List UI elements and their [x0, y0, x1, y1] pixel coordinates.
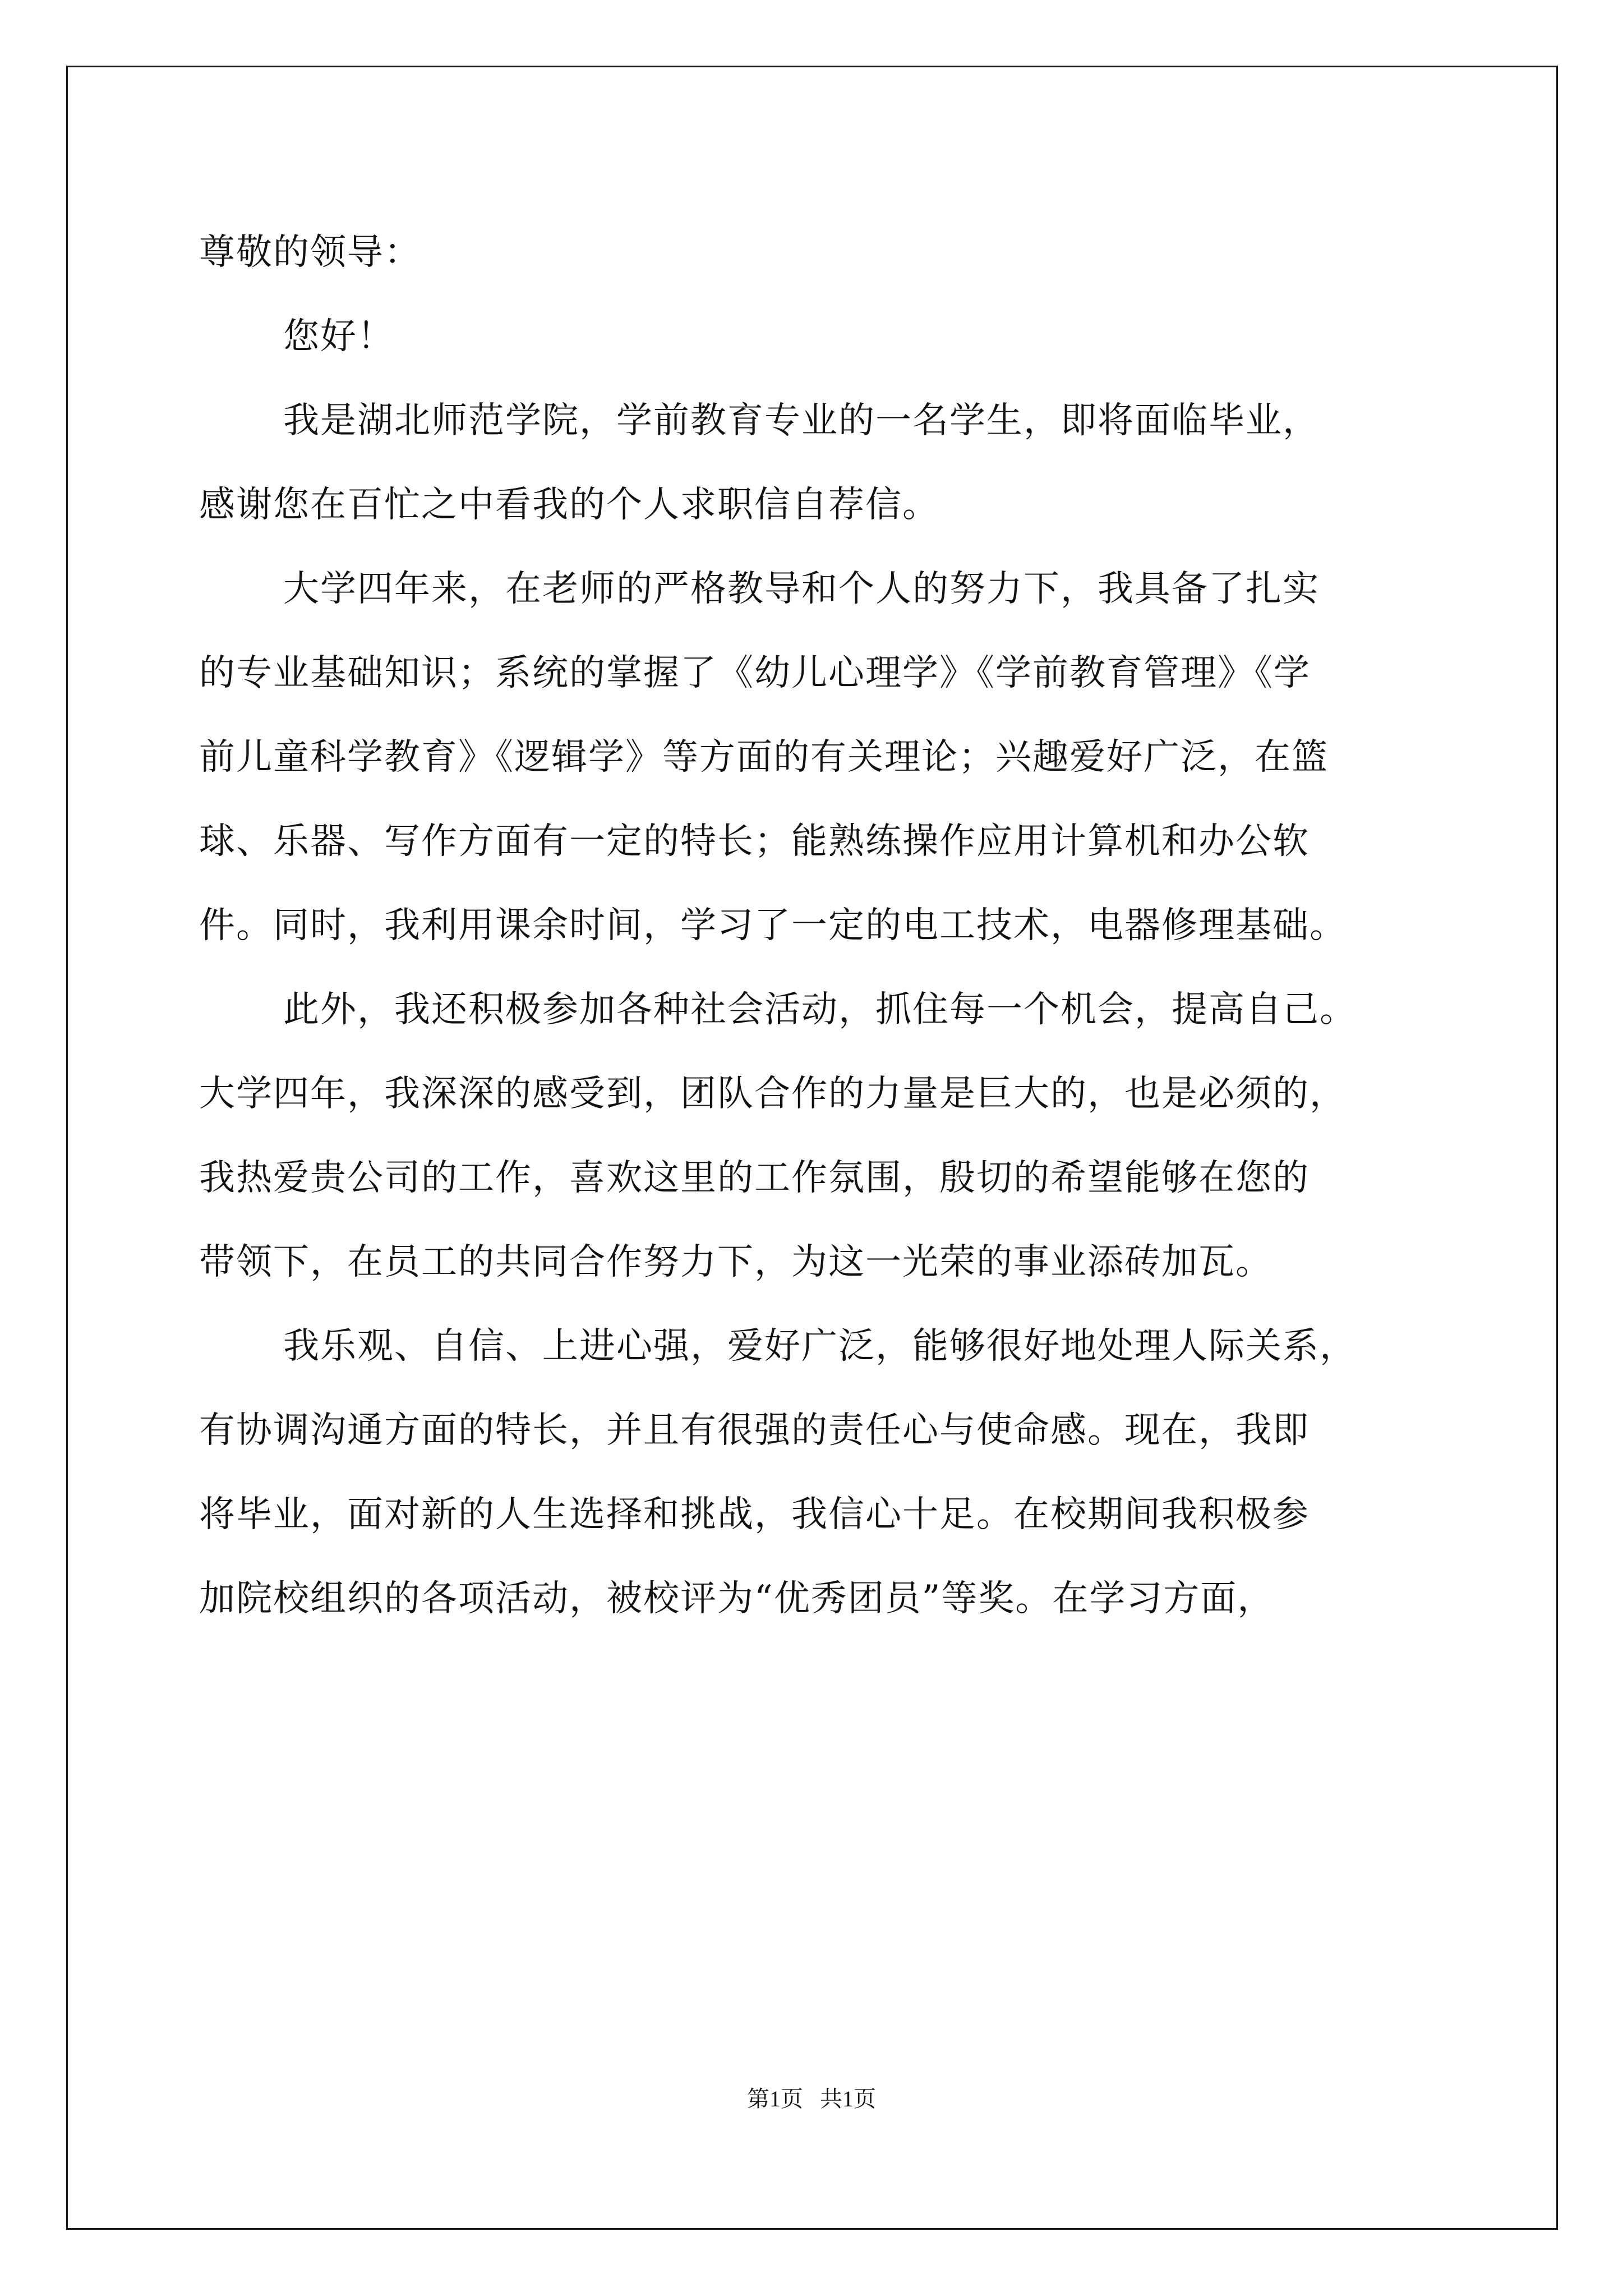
page-border: [66, 66, 1558, 2230]
paragraph-3-line-4: 带领下，在员工的共同合作努力下，为这一光荣的事业添砖加瓦。: [199, 1241, 1272, 1283]
paragraph-4-line-1: 我乐观、自信、上进心强，爱好广泛，能够很好地处理人际关系，: [283, 1326, 1357, 1367]
paragraph-4-line-4: 加院校组织的各项活动，被校评为“优秀团员”等奖。在学习方面，: [199, 1578, 1275, 1619]
paragraph-4-line-3: 将毕业，面对新的人生选择和挑战，我信心十足。在校期间我积极参: [199, 1494, 1310, 1535]
paragraph-2-line-5: 件。同时，我利用课余时间，学习了一定的电工技术，电器修理基础。: [199, 905, 1347, 946]
page-number: 第1页 共1页: [747, 2086, 876, 2111]
paragraph-2-line-1: 大学四年来，在老师的严格教导和个人的努力下，我具备了扎实: [283, 568, 1320, 610]
paragraph-1-line-1: 我是湖北师范学院，学前教育专业的一名学生，即将面临毕业，: [283, 400, 1320, 441]
paragraph-3-line-3: 我热爱贵公司的工作，喜欢这里的工作氛围，殷切的希望能够在您的: [199, 1157, 1310, 1199]
paragraph-3-line-1: 此外，我还积极参加各种社会活动，抓住每一个机会，提高自己。: [283, 989, 1357, 1030]
paragraph-3-line-2: 大学四年，我深深的感受到，团队合作的力量是巨大的，也是必须的，: [199, 1073, 1347, 1115]
paragraph-4-line-2: 有协调沟通方面的特长，并且有很强的责任心与使命感。现在，我即: [199, 1410, 1310, 1451]
paragraph-2-line-3: 前儿童科学教育》《逻辑学》等方面的有关理论；兴趣爱好广泛，在篮: [199, 737, 1329, 778]
paragraph-2-line-4: 球、乐器、写作方面有一定的特长；能熟练操作应用计算机和办公软: [199, 821, 1310, 862]
paragraph-2-line-2: 的专业基础知识；系统的掌握了《幼儿心理学》《学前教育管理》《学: [199, 652, 1311, 694]
paragraph-1-line-2: 感谢您在百忙之中看我的个人求职信自荐信。: [199, 484, 939, 526]
greeting: 您好！: [283, 316, 394, 357]
salutation: 尊敬的领导：: [199, 232, 421, 273]
